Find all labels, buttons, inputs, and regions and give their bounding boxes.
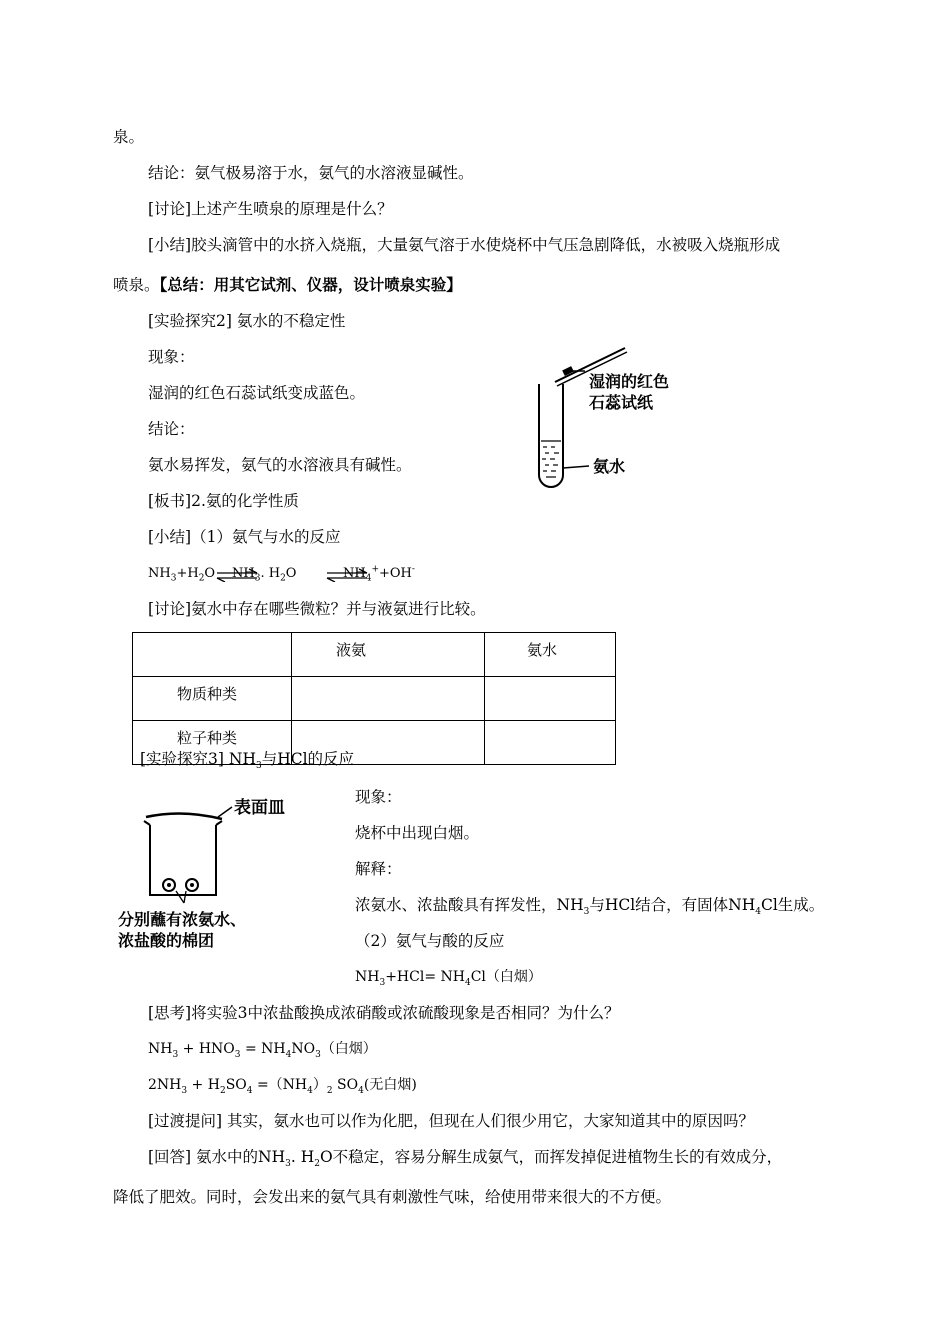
experiment-3-phenomenon-label: 现象： <box>355 788 402 806</box>
conclusion-1: 结论：氨气极易溶于水，氨气的水溶液显碱性。 <box>148 164 474 182</box>
table-cell: 粒子种类 <box>133 721 292 765</box>
beaker-figure <box>112 795 312 960</box>
water-label: 氨水 <box>593 457 626 476</box>
table-cell <box>292 677 485 721</box>
equation-nh3-h2so4: $2NH_3 + H_2SO_4 =(NH_4)_2$ $SO_4$(无白烟) <box>148 1077 417 1096</box>
paragraph-fragment: 泉。 <box>113 128 145 146</box>
discussion-1: [讨论]上述产生喷泉的原理是什么？ <box>148 200 393 218</box>
experiment-2-title: [实验探究2] 氨水的不稳定性 <box>148 312 346 330</box>
summary-1-bold: 【总结：用其它试剂、仪器，设计喷泉实验】 <box>159 275 462 294</box>
experiment-2-phenomenon-label: 现象： <box>148 348 195 366</box>
table-cell <box>485 721 616 765</box>
experiment-3-explanation: 浓氨水、浓盐酸具有挥发性，$NH_3$与HCl结合，有固体$NH_4Cl$生成。 <box>355 896 825 918</box>
equation-nh3-hcl: $NH_3+HCl= NH_4Cl$（白烟） <box>355 969 542 988</box>
experiment-3-explain-label: 解释： <box>355 860 402 878</box>
table-row <box>133 677 616 721</box>
paper-label-2: 石蕊试纸 <box>589 393 654 412</box>
paper-label-1: 湿润的红色 <box>589 372 670 391</box>
transition-question: [过渡提问] 其实，氨水也可以作为化肥，但现在人们很少用它，大家知道其中的原因吗？ <box>148 1112 755 1130</box>
experiment-3-title: [实验探究3] $NH_3$与HCl的反应 <box>140 750 355 772</box>
equation-nh3-hno3: $NH_3 + HNO_3 = NH_4NO_3$（白烟） <box>148 1041 377 1060</box>
cotton-label-1: 分别蘸有浓氨水、 <box>118 910 247 929</box>
think-question: [思考]将实验3中浓盐酸换成浓硝酸或浓硫酸现象是否相同？为什么？ <box>148 1004 620 1022</box>
summary-2: [小结]（1）氨气与水的反应 <box>148 528 341 546</box>
dish-label: 表面皿 <box>234 798 285 818</box>
table-header-cell <box>133 633 292 677</box>
table-header-cell: 氨水 <box>485 633 616 677</box>
equation-ammonia-water-right: $NH_4^++OH^-$ <box>343 564 415 584</box>
table-header-row <box>133 633 616 677</box>
answer-continued: 降低了肥效。同时，会发出来的氨气具有刺激性气味，给使用带来很大的不方便。 <box>113 1188 672 1206</box>
answer: [回答] 氨水中的$NH_3$. $H_2O$不稳定，容易分解生成氨气，而挥发掉促进植物生长的有效成分， <box>148 1148 783 1170</box>
experiment-2-phenomenon: 湿润的红色石蕊试纸变成蓝色。 <box>148 384 366 402</box>
board-note: [板书]2.氨的化学性质 <box>148 492 299 510</box>
experiment-2-conclusion-label: 结论： <box>148 420 195 438</box>
summary-1: [小结]胶头滴管中的水挤入烧瓶，大量氨气溶于水使烧杯中气压急剧降低，水被吸入烧瓶形成 <box>148 236 781 254</box>
summary-1-continued: 喷泉。【总结：用其它试剂、仪器，设计喷泉实验】 <box>113 275 462 294</box>
experiment-2-conclusion: 氨水易挥发，氨气的水溶液具有碱性。 <box>148 456 412 474</box>
comparison-table <box>132 632 616 765</box>
table-header-cell: 液氨 <box>292 633 485 677</box>
cotton-label-2: 浓盐酸的棉团 <box>118 931 215 950</box>
test-tube-figure <box>525 340 695 492</box>
experiment-3-phenomenon: 烧杯中出现白烟。 <box>355 824 480 842</box>
acid-reaction-heading: （2）氨气与酸的反应 <box>355 932 505 950</box>
equation-ammonia-water-middle: $NH_3$. $H_2O$ <box>232 566 297 584</box>
table-cell <box>485 677 616 721</box>
table-cell: 物质种类 <box>133 677 292 721</box>
discussion-2: [讨论]氨水中存在哪些微粒？并与液氨进行比较。 <box>148 600 486 618</box>
equation-ammonia-water-left: $NH_3+H_2O$ <box>148 566 216 584</box>
